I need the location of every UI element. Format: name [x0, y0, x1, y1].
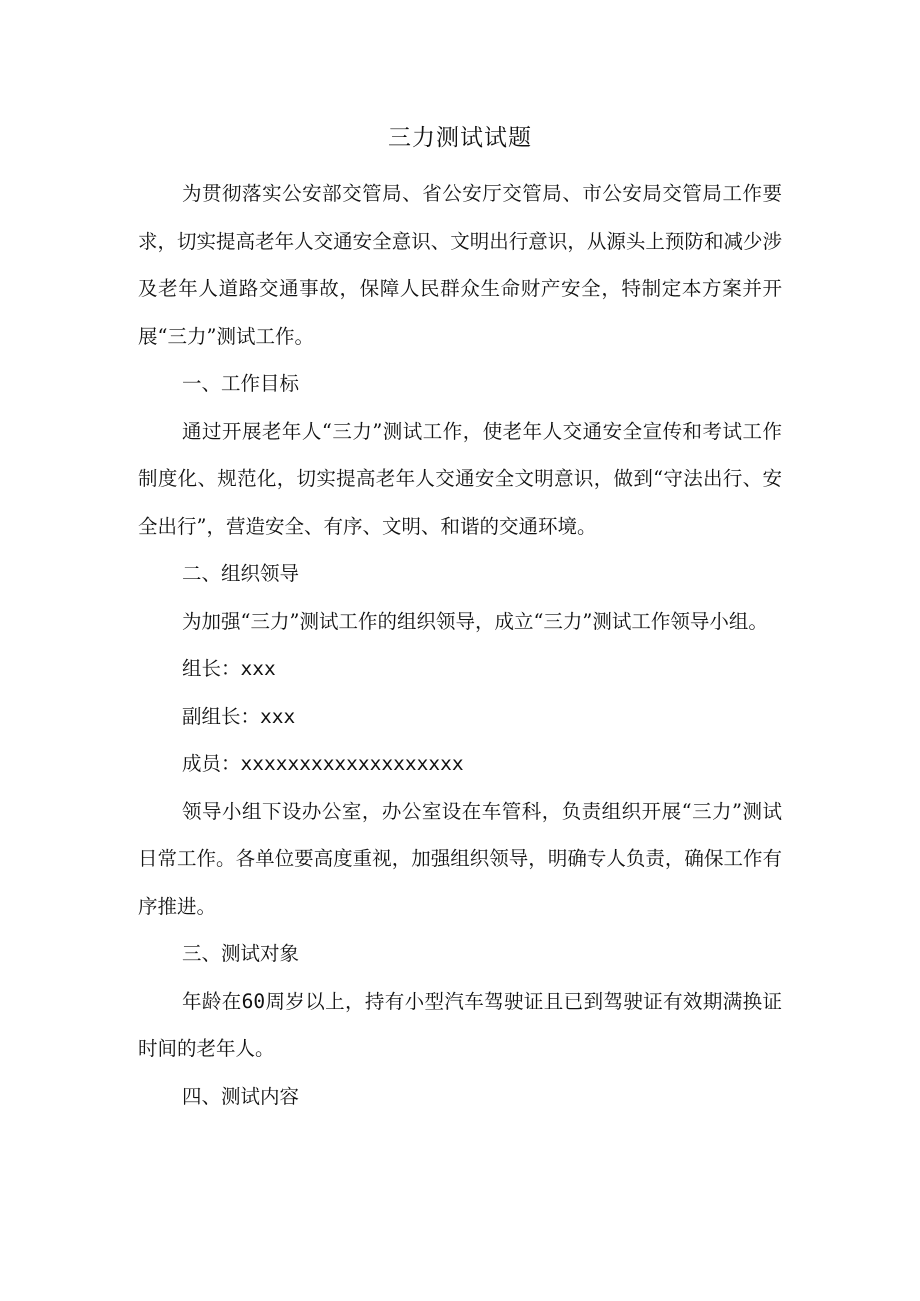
section-heading-goals: 一、工作目标 — [182, 372, 300, 395]
members-value: xxxxxxxxxxxxxxxxxxx — [240, 752, 464, 775]
leader-value: xxx — [240, 657, 276, 680]
deputy-label: 副组长： — [182, 704, 261, 728]
target-text-pre: 年龄在 — [182, 989, 242, 1013]
deputy-line — [138, 693, 782, 741]
document-title: 三力测试试题 — [388, 125, 532, 151]
section-heading-content: 四、测试内容 — [182, 1084, 300, 1108]
intro-paragraph: 为贯彻落实公安部交管局、省公安厅交管局、市公安局交管局工作要求，切实提高老年人交通安全意识、文明出行意识，从源头上预防和减少涉及老年人道路交通事故，保障人民群众生命财产安全，特制定本方案并开展“三力”测试工作。 — [138, 182, 782, 348]
leader-line — [138, 645, 782, 693]
goals-paragraph: 通过开展老年人“三力”测试工作，使老年人交通安全宣传和考试工作制度化、规范化，切实提高老年人交通安全文明意识，做到“守法出行、安全出行”，营造安全、有序、文明、和谐的交通环境。 — [138, 419, 782, 538]
target-age: 60 — [241, 989, 266, 1013]
target-paragraph — [138, 978, 782, 1073]
members-label: 成员： — [182, 752, 241, 775]
organization-paragraph: 为加强“三力”测试工作的组织领导，成立“三力”测试工作领导小组。 — [182, 609, 768, 633]
members-line — [138, 740, 782, 788]
office-paragraph: 领导小组下设办公室，办公室设在车管科，负责组织开展“三力”测试日常工作。各单位要高度重视，加强组织领导，明确专人负责，确保工作有序推进。 — [138, 799, 782, 918]
section-heading-organization: 二、组织领导 — [182, 562, 300, 585]
deputy-value: xxx — [260, 704, 296, 728]
target-text-post: 周岁以上，持有小型汽车驾驶证且已到驾驶证有效期满换证时间的老年人。 — [138, 989, 782, 1060]
leader-label: 组长： — [182, 657, 241, 680]
section-heading-target: 三、测试对象 — [182, 942, 300, 965]
